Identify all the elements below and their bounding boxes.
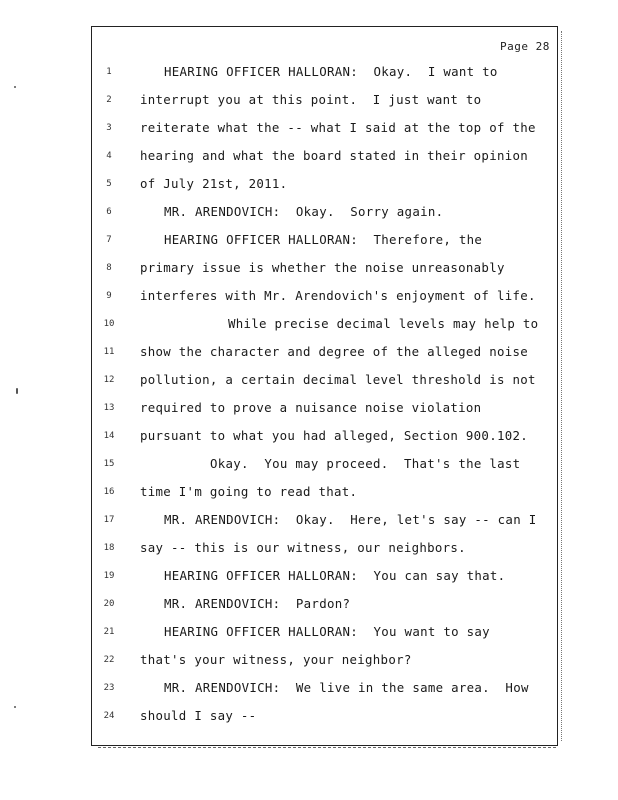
line-text: interrupt you at this point. I just want to	[140, 92, 482, 107]
line-text: MR. ARENDOVICH: We live in the same area. How	[164, 680, 529, 695]
line-text: HEARING OFFICER HALLORAN: You want to say	[164, 624, 490, 639]
transcript-line	[100, 650, 555, 678]
transcript-line	[100, 454, 555, 482]
line-number: 15	[103, 459, 115, 469]
line-number: 18	[103, 543, 115, 553]
line-text: primary issue is whether the noise unreasonably	[140, 260, 505, 275]
line-text: pursuant to what you had alleged, Section 900.102.	[140, 428, 528, 443]
line-text: reiterate what the -- what I said at the top of the	[140, 120, 536, 135]
transcript-line	[100, 62, 555, 90]
line-number: 17	[103, 515, 115, 525]
line-number: 8	[106, 263, 112, 273]
line-text: should I say --	[140, 708, 257, 723]
transcript-line	[100, 398, 555, 426]
line-text: show the character and degree of the alleged noise	[140, 344, 528, 359]
line-number: 11	[103, 347, 115, 357]
line-text: HEARING OFFICER HALLORAN: Okay. I want to	[164, 64, 498, 79]
transcript-line	[100, 538, 555, 566]
line-number: 20	[103, 599, 115, 609]
line-number: 19	[103, 571, 115, 581]
transcript-line	[100, 622, 555, 650]
transcript-line	[100, 426, 555, 454]
transcript-line	[100, 678, 555, 706]
transcript-line	[100, 594, 555, 622]
line-number: 3	[106, 123, 112, 133]
transcript-line	[100, 174, 555, 202]
line-number: 16	[103, 487, 115, 497]
transcript-line	[100, 342, 555, 370]
line-number: 6	[106, 207, 112, 217]
line-number: 23	[103, 683, 115, 693]
line-text: HEARING OFFICER HALLORAN: You can say that.	[164, 568, 506, 583]
transcript-line	[100, 706, 555, 734]
line-number: 22	[103, 655, 115, 665]
line-text: of July 21st, 2011.	[140, 176, 288, 191]
frame-bottom-edge	[98, 747, 556, 748]
transcript-line	[100, 286, 555, 314]
line-text: required to prove a nuisance noise violation	[140, 400, 482, 415]
line-number: 12	[103, 375, 115, 385]
scan-mark	[14, 706, 16, 708]
line-text: that's your witness, your neighbor?	[140, 652, 412, 667]
transcript-line	[100, 258, 555, 286]
transcript-line	[100, 566, 555, 594]
line-number: 14	[103, 431, 115, 441]
line-text: time I'm going to read that.	[140, 484, 358, 499]
transcript-line	[100, 230, 555, 258]
line-text: HEARING OFFICER HALLORAN: Therefore, the	[164, 232, 483, 247]
page-number: Page 28	[500, 40, 550, 53]
line-number: 13	[103, 403, 115, 413]
transcript-line	[100, 118, 555, 146]
line-text: MR. ARENDOVICH: Okay. Sorry again.	[164, 204, 444, 219]
line-text: interferes with Mr. Arendovich's enjoyment of life.	[140, 288, 536, 303]
transcript-line	[100, 482, 555, 510]
line-number: 21	[103, 627, 115, 637]
line-number: 4	[106, 151, 112, 161]
line-number: 2	[106, 95, 112, 105]
line-text: say -- this is our witness, our neighbors.	[140, 540, 466, 555]
line-text: hearing and what the board stated in their opinion	[140, 148, 528, 163]
line-number: 5	[106, 179, 112, 189]
line-number: 24	[103, 711, 115, 721]
line-number: 1	[106, 67, 112, 77]
scan-mark	[16, 388, 18, 394]
line-text: Okay. You may proceed. That's the last	[210, 456, 521, 471]
transcript-line	[100, 146, 555, 174]
transcript-line	[100, 510, 555, 538]
line-number: 7	[106, 235, 112, 245]
line-text: MR. ARENDOVICH: Pardon?	[164, 596, 351, 611]
line-text: pollution, a certain decimal level threshold is not	[140, 372, 536, 387]
transcript-line	[100, 370, 555, 398]
transcript-line	[100, 314, 555, 342]
line-number: 9	[106, 291, 112, 301]
line-text: MR. ARENDOVICH: Okay. Here, let's say -- can I	[164, 512, 537, 527]
line-number: 10	[103, 319, 115, 329]
transcript-line	[100, 90, 555, 118]
line-text: While precise decimal levels may help to	[228, 316, 539, 331]
scan-mark	[14, 86, 16, 88]
transcript-line	[100, 202, 555, 230]
